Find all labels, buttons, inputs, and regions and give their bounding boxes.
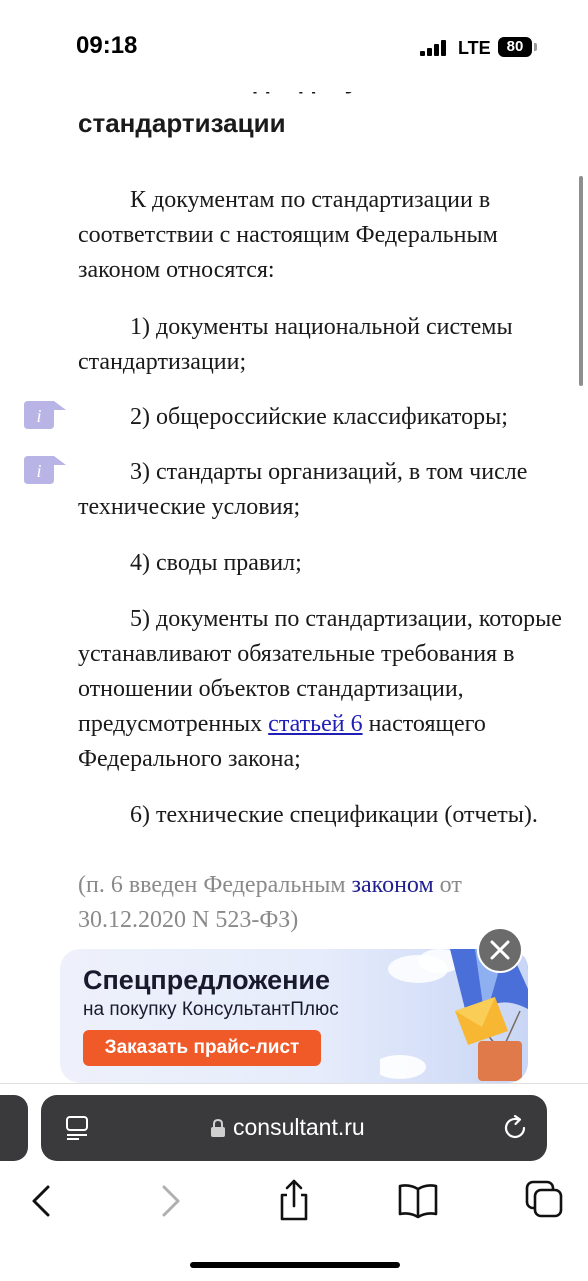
list-item: [78, 798, 568, 833]
scrollbar[interactable]: [579, 176, 583, 386]
previous-tab-preview[interactable]: [0, 1095, 28, 1161]
back-icon[interactable]: [18, 1177, 66, 1225]
home-indicator: [190, 1262, 400, 1268]
promo-banner[interactable]: [60, 949, 528, 1083]
network-type: LTE: [458, 38, 491, 58]
battery-tip: [534, 43, 537, 51]
intro-paragraph: [78, 183, 568, 288]
list-item-text: 5) документы по стандартизации, которые устанавливают обязательные требования в отношении объектов стандартизации, предусмотренных: [78, 606, 562, 737]
order-pricelist-button[interactable]: Заказать прайс-лист: [83, 1030, 321, 1066]
article-heading: стандартизации: [78, 108, 286, 138]
reload-icon[interactable]: [500, 1113, 530, 1143]
tabs-icon[interactable]: [520, 1177, 568, 1225]
list-item: [78, 400, 568, 435]
battery-icon: 80: [498, 37, 532, 57]
list-item-text: 2) общероссийские классификаторы;: [130, 404, 508, 430]
list-item-text-end: настоящего Федерального закона;: [78, 711, 486, 772]
info-icon[interactable]: [24, 401, 66, 429]
article-6-link[interactable]: статьей 6: [268, 711, 363, 737]
status-time: 09:18: [76, 32, 138, 59]
address-bar[interactable]: [41, 1095, 547, 1161]
url-text: consultant.ru: [233, 1114, 365, 1140]
list-item-text: 3) стандарты организаций, в том числе технические условия;: [78, 459, 528, 520]
info-icon[interactable]: [24, 456, 66, 484]
list-item: [78, 455, 568, 525]
bookmarks-icon[interactable]: [394, 1177, 442, 1225]
forward-icon[interactable]: [146, 1177, 194, 1225]
list-item-text: 1) документы национальной системы стандартизации;: [78, 314, 513, 375]
note-text-end: от 30.12.2020 N 523-ФЗ): [78, 872, 462, 933]
share-icon[interactable]: [270, 1177, 318, 1225]
reader-icon[interactable]: [65, 1115, 91, 1141]
close-icon: [479, 929, 521, 971]
browser-toolbar: [0, 1083, 588, 1281]
signal-icon: [420, 40, 448, 56]
list-item-text: 6) технические спецификации (отчеты).: [130, 802, 538, 828]
note-text: (п. 6 введен Федеральным: [78, 872, 352, 898]
promo-title: Спецпредложение: [83, 965, 331, 995]
list-item: [78, 546, 568, 581]
close-promo-button[interactable]: [477, 927, 523, 973]
intro-text: К документам по стандартизации в соответствии с настоящим Федеральным законом относятся:: [78, 187, 498, 283]
list-item: [78, 310, 568, 380]
list-item: [78, 602, 568, 777]
status-bar: [0, 0, 588, 92]
list-item-text: 4) своды правил;: [130, 550, 302, 576]
svg-text:i: i: [36, 406, 42, 426]
lock-icon: [210, 1118, 226, 1138]
promo-subtitle: на покупку КонсультантПлюс: [83, 999, 339, 1020]
law-link[interactable]: законом: [351, 872, 434, 898]
svg-text:i: i: [36, 461, 42, 481]
